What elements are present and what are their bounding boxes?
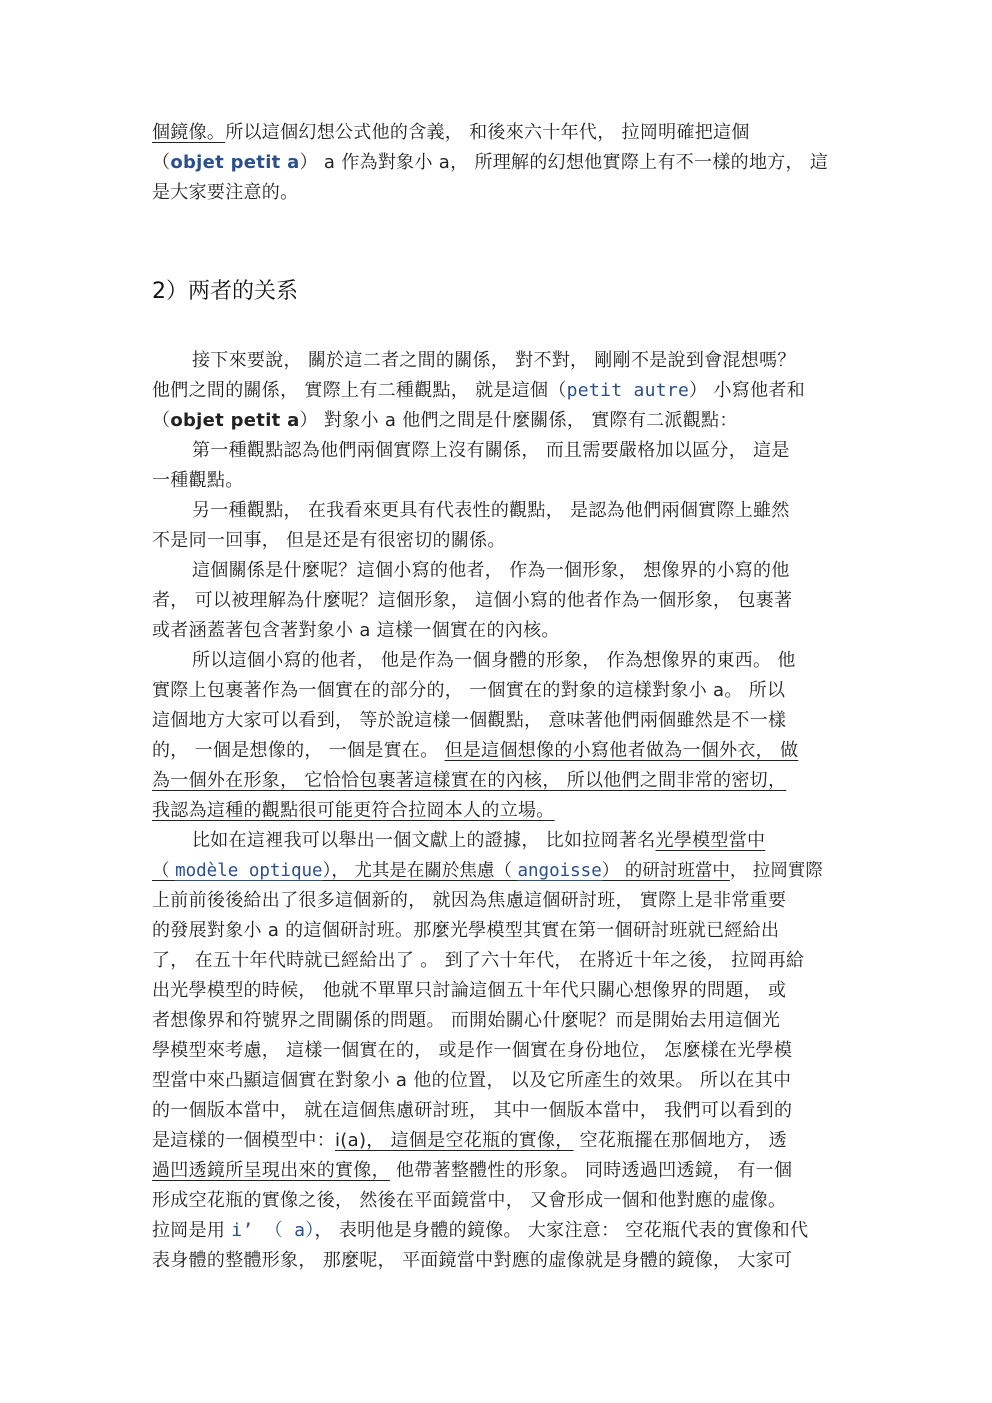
latin-term: angoisse — [517, 861, 602, 881]
text-line: 的發展對象小 a 的這個研討班。那麼光學模型其實在第一個研討班就已經給出 — [152, 920, 780, 941]
text-line — [152, 1216, 808, 1246]
text-line — [152, 796, 555, 826]
text-line — [152, 148, 828, 178]
text-line: 的一個版本當中， 就在這個焦慮研討班， 其中一個版本當中， 我們可以看到的 — [152, 1100, 793, 1121]
text-run: （ — [152, 410, 171, 431]
text-run: ） 小寫他者和 — [689, 380, 805, 401]
text-line — [152, 1126, 787, 1156]
text-line: 者， 可以被理解為什麼呢？這個形象， 這個小寫的他者作為一個形象， 包裹著 — [152, 590, 793, 611]
latin-term: objet petit a — [170, 410, 300, 431]
text-line — [152, 736, 798, 766]
underlined-text: i(a)， 這個是空花瓶的實像， — [335, 1130, 574, 1151]
text-run: 所以這個幻想公式他的含義， 和後來六十年代， 拉岡明確把這個 — [225, 122, 750, 143]
text-line: 型當中來凸顯這個實在對象小 a 他的位置， 以及它所產生的效果。 所以在其中 — [152, 1070, 792, 1091]
text-line — [152, 376, 805, 406]
text-line: 實際上包裹著作為一個實在的部分的， 一個實在的對象的這樣對象小 a。 所以 — [152, 680, 786, 701]
text-run: 拉岡是用 — [152, 1220, 232, 1241]
text-line: 上前前後後給出了很多這個新的， 就因為焦慮這個研討班， 實際上是非常重要 — [152, 890, 787, 911]
text-line — [152, 118, 750, 148]
text-line: 或者涵蓋著包含著對象小 a 這樣一個實在的內核。 — [152, 620, 560, 641]
text-line — [152, 406, 738, 436]
text-line: 不是同一回事， 但是还是有很密切的關係。 — [152, 530, 506, 551]
text-line: 一種觀點。 — [152, 470, 244, 491]
text-line: 這個地方大家可以看到， 等於說這樣一個觀點， 意味著他們兩個雖然是不一樣 — [152, 710, 787, 731]
text-line: 出光學模型的時候， 他就不單單只討論這個五十年代只關心想像界的問題， 或 — [152, 980, 787, 1001]
section-heading: 2）两者的关系 — [152, 279, 298, 304]
text-line: 這個關係是什麼呢？這個小寫的他者， 作為一個形象， 想像界的小寫的他 — [192, 560, 790, 581]
text-run: 是這樣的一個模型中： — [152, 1130, 335, 1151]
text-line: 接下來要說， 關於這二者之間的關係， 對不對， 剛剛不是說到會混想嗎？ — [192, 350, 796, 371]
text-line: 者想像界和符號界之間關係的問題。 而開始關心什麼呢？而是開始去用這個光 — [152, 1010, 781, 1031]
text-line: 學模型來考慮， 這樣一個實在的， 或是作一個實在身份地位， 怎麼樣在光學模 — [152, 1040, 793, 1061]
text-run: 比如在這裡我可以舉出一個文獻上的證據， 比如拉岡著名 — [192, 830, 656, 851]
underlined-text: 我認為這種的觀點很可能更符合拉岡本人的立場。 — [152, 800, 555, 821]
underlined-text: 光學模型當中 — [655, 830, 766, 851]
text-run: 空花瓶擺在那個地方， 透 — [573, 1130, 787, 1151]
text-line: 另一種觀點， 在我看來更具有代表性的觀點， 是認為他們兩個實際上雖然 — [192, 500, 790, 521]
underlined-text: 為一個外在形象， 它恰恰包裹著這樣實在的內核， 所以他們之間非常的密切， — [152, 770, 787, 791]
underlined-text: 個鏡像。 — [152, 122, 226, 143]
text-run: ， 表明他是身體的鏡像。 大家注意： 空花瓶代表的實像和代 — [314, 1220, 809, 1241]
text-line — [192, 826, 765, 856]
text-run: （ — [152, 152, 171, 173]
text-line: 了， 在五十年代時就已經給出了 。 到了六十年代， 在將近十年之後， 拉岡再給 — [152, 950, 805, 971]
text-run: ） a 作為對象小 a， 所理解的幻想他實際上有不一樣的地方， 這 — [299, 152, 829, 173]
text-line — [152, 766, 786, 796]
text-run: 他帶著整體性的形象。 同時透過凹透鏡， 有一個 — [389, 1160, 793, 1181]
underlined-text: （ — [152, 861, 176, 881]
underlined-text: 但是這個想像的小寫他者做為一個外衣， 做 — [444, 740, 799, 761]
latin-term: i’ （ a） — [231, 1220, 315, 1241]
latin-term: objet petit a — [170, 152, 300, 173]
underlined-text: 過凹透鏡所呈現出來的實像， — [152, 1160, 390, 1181]
text-run: 的， 一個是想像的， 一個是實在。 — [152, 740, 445, 761]
latin-term: petit autre — [566, 380, 690, 401]
text-line — [152, 856, 823, 886]
text-line: 所以這個小寫的他者， 他是作為一個身體的形象， 作為想像界的東西。 他 — [192, 650, 796, 671]
text-line: 表身體的整體形象， 那麼呢， 平面鏡當中對應的虛像就是身體的鏡像， 大家可 — [152, 1250, 793, 1271]
text-run: 他們之間的關係， 實際上有二種觀點， 就是這個（ — [152, 380, 567, 401]
text-line: 是大家要注意的。 — [152, 182, 299, 203]
text-run: ） 對象小 a 他們之間是什麼關係， 實際有二派觀點： — [299, 410, 738, 431]
text-line — [152, 1156, 792, 1186]
latin-term: modèle optique — [175, 861, 323, 881]
text-line: 形成空花瓶的實像之後， 然後在平面鏡當中， 又會形成一個和他對應的虛像。 — [152, 1190, 787, 1211]
text-line: 第一種觀點認為他們兩個實際上沒有關係， 而且需要嚴格加以區分， 這是 — [192, 440, 790, 461]
underlined-text: ） 的研討班當中 — [601, 861, 730, 881]
text-run: ， 拉岡實際 — [729, 861, 823, 881]
underlined-text: ）， 尤其是在關於焦慮（ — [322, 861, 518, 881]
